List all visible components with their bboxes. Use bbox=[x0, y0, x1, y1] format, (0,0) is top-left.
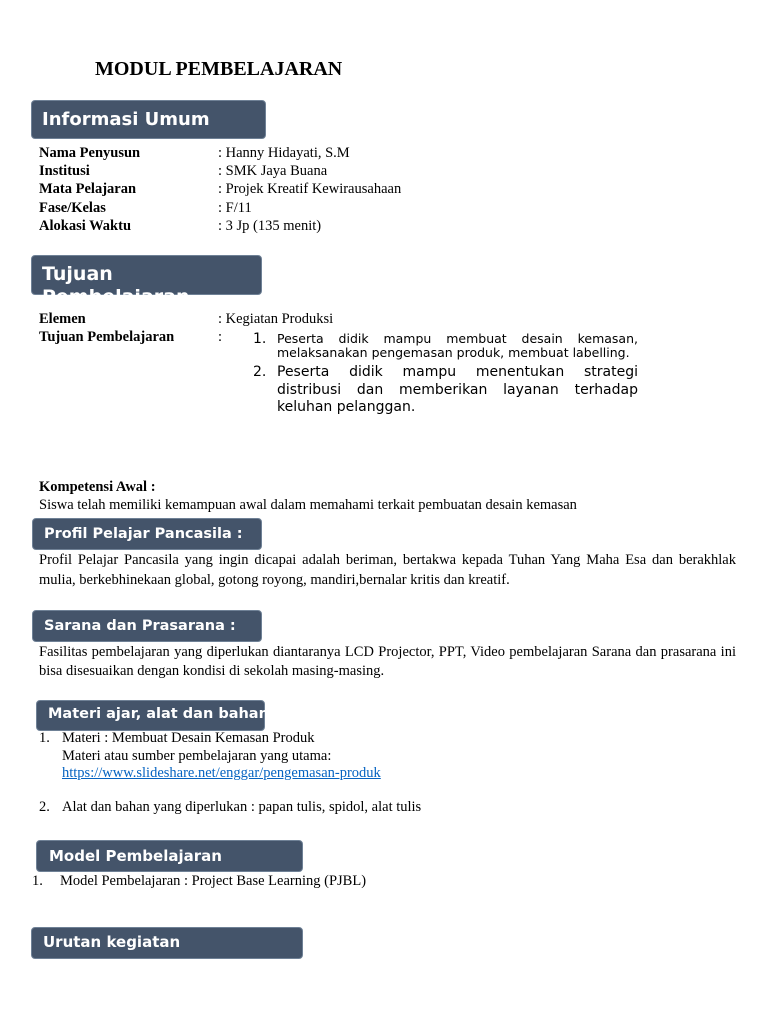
list-text: Peserta didik mampu membuat desain kemasan, melaksanakan pengemasan produk, membuat labelling. bbox=[277, 331, 638, 360]
info-label-institusi: Institusi bbox=[39, 163, 90, 179]
materi-line: Materi atau sumber pembelajaran yang utama: bbox=[62, 747, 332, 764]
tujuan-list bbox=[253, 332, 638, 417]
list-number: 2. bbox=[253, 364, 267, 380]
tujuan-colon: : bbox=[218, 329, 223, 345]
info-table bbox=[39, 144, 639, 236]
page-title: MODUL PEMBELAJARAN bbox=[95, 58, 343, 80]
kompetensi-awal-text: Siswa telah memiliki kemampuan awal dalam memahami terkait pembuatan desain kemasan bbox=[39, 497, 577, 513]
list-number: 1. bbox=[253, 331, 267, 347]
section-header-label: Model Pembelajaran bbox=[49, 847, 222, 865]
list-number: 1. bbox=[32, 873, 43, 889]
section-header-label: Materi ajar, alat dan bahan bbox=[48, 706, 269, 722]
info-label-nama-penyusun: Nama Penyusun bbox=[39, 145, 141, 161]
section-header-materi-ajar bbox=[36, 700, 269, 731]
profil-text: Profil Pelajar Pancasila yang ingin dicapai adalah beriman, bertakwa kepada Tuhan Yang Maha Esa dan berakhlak mulia, berkebhinekaan global, gotong royong, mandiri,bernalar kritis dan kreatif. bbox=[39, 552, 736, 588]
section-header-profil-pelajar-pancasila bbox=[32, 518, 262, 550]
model-text: Model Pembelajaran : Project Base Learning (PJBL) bbox=[60, 873, 367, 889]
materi-line: Materi : Membuat Desain Kemasan Produk bbox=[62, 730, 315, 746]
info-value-institusi: : SMK Jaya Buana bbox=[218, 163, 328, 179]
list-item bbox=[39, 799, 736, 817]
section-header-model-pembelajaran bbox=[36, 840, 303, 872]
section-header-label: Sarana dan Prasarana : bbox=[44, 618, 236, 634]
section-header-label: Urutan kegiatan bbox=[43, 933, 181, 951]
tujuan-label: Tujuan Pembelajaran bbox=[39, 329, 175, 345]
section-header-label: Tujuan Pembelajaran bbox=[42, 263, 190, 308]
list-item bbox=[253, 364, 638, 417]
list-number: 2. bbox=[39, 798, 50, 815]
list-item bbox=[39, 730, 736, 783]
model-list bbox=[32, 872, 732, 891]
section-header-label: Profil Pelajar Pancasila : bbox=[44, 526, 243, 542]
section-header-tujuan-pembelajaran bbox=[31, 255, 262, 308]
list-item bbox=[253, 332, 638, 360]
info-value-mata-pelajaran: : Projek Kreatif Kewirausahaan bbox=[218, 181, 402, 197]
kompetensi-awal-label: Kompetensi Awal : bbox=[39, 479, 156, 495]
info-label-alokasi-waktu: Alokasi Waktu bbox=[39, 218, 132, 234]
list-number: 1. bbox=[39, 730, 50, 746]
list-text: Peserta didik mampu menentukan strategi distribusi dan memberikan layanan terhadap keluhan pelanggan. bbox=[277, 364, 638, 415]
list-item bbox=[32, 872, 732, 891]
materi-line: Alat dan bahan yang diperlukan : papan tulis, spidol, alat tulis bbox=[62, 798, 422, 815]
elemen-value: : Kegiatan Produksi bbox=[218, 311, 334, 327]
section-header-sarana-prasarana bbox=[32, 610, 262, 642]
section-header-informasi-umum bbox=[31, 100, 266, 139]
section-header-label: Informasi Umum bbox=[42, 109, 210, 130]
section-header-urutan-kegiatan bbox=[31, 927, 303, 959]
info-value-nama-penyusun: : Hanny Hidayati, S.M bbox=[218, 145, 350, 161]
elemen-label: Elemen bbox=[39, 311, 86, 327]
materi-link[interactable]: https://www.slideshare.net/enggar/pengemasan-produk bbox=[62, 765, 381, 781]
info-label-fase-kelas: Fase/Kelas bbox=[39, 200, 106, 216]
materi-list bbox=[39, 730, 736, 816]
sarana-text: Fasilitas pembelajaran yang diperlukan diantaranya LCD Projector, PPT, Video pembelajaran Sarana dan prasarana ini bisa disesuaikan dengan kondisi di sekolah masing-masing. bbox=[39, 644, 736, 679]
info-value-fase-kelas: : F/11 bbox=[218, 200, 252, 216]
info-label-mata-pelajaran: Mata Pelajaran bbox=[39, 181, 137, 197]
info-value-alokasi-waktu: : 3 Jp (135 menit) bbox=[218, 218, 322, 234]
